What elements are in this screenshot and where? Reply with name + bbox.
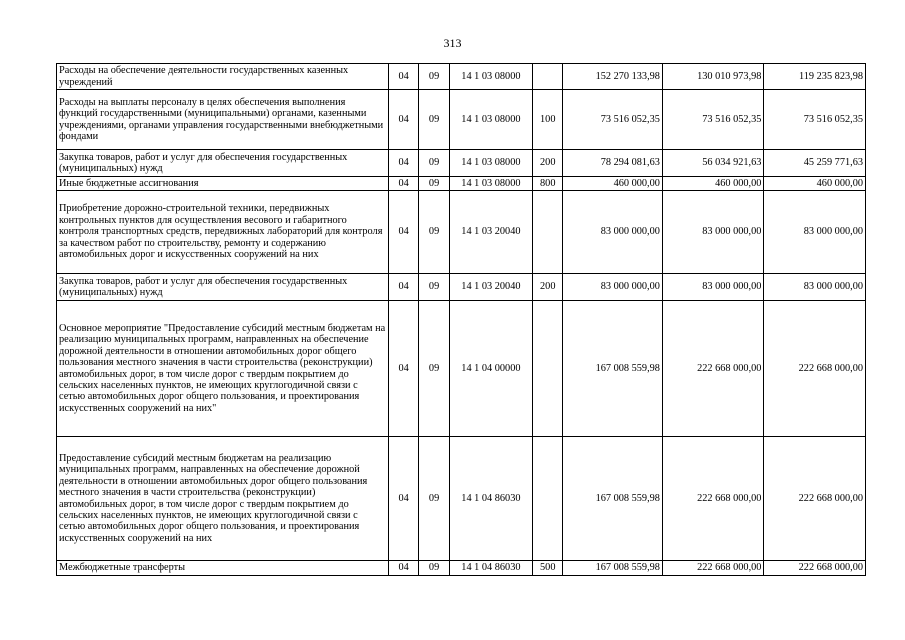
table-row [57,150,866,177]
row-expense-type: 500 [533,561,563,576]
table-row [57,274,866,301]
table-row [57,301,866,437]
row-amount-year3: 119 235 823,98 [764,64,866,90]
row-name: Закупка товаров, работ и услуг для обеспечения государственных (муниципальных) нужд [57,274,389,301]
row-name: Расходы на обеспечение деятельности государственных казенных учреждений [57,64,389,90]
row-target-article: 14 1 04 86030 [449,561,532,576]
row-amount-year3: 222 668 000,00 [764,437,866,561]
row-section: 04 [388,274,418,301]
row-target-article: 14 1 03 08000 [449,150,532,177]
row-amount-year2: 73 516 052,35 [662,90,764,150]
row-name: Закупка товаров, работ и услуг для обеспечения государственных (муниципальных) нужд [57,150,389,177]
table-row [57,64,866,90]
row-subsection: 09 [419,191,449,274]
row-name: Межбюджетные трансферты [57,561,389,576]
row-target-article: 14 1 03 20040 [449,191,532,274]
row-amount-year1: 73 516 052,35 [563,90,662,150]
row-amount-year3: 222 668 000,00 [764,301,866,437]
row-amount-year3: 460 000,00 [764,177,866,191]
row-subsection: 09 [419,561,449,576]
row-subsection: 09 [419,301,449,437]
row-target-article: 14 1 03 08000 [449,64,532,90]
row-expense-type [533,301,563,437]
row-section: 04 [388,150,418,177]
row-section: 04 [388,177,418,191]
row-amount-year1: 78 294 081,63 [563,150,662,177]
row-amount-year1: 167 008 559,98 [563,437,662,561]
row-section: 04 [388,561,418,576]
row-amount-year2: 83 000 000,00 [662,274,764,301]
row-subsection: 09 [419,177,449,191]
table-row [57,561,866,576]
table-row [57,191,866,274]
row-subsection: 09 [419,64,449,90]
row-amount-year3: 45 259 771,63 [764,150,866,177]
row-expense-type: 200 [533,274,563,301]
row-amount-year2: 56 034 921,63 [662,150,764,177]
row-subsection: 09 [419,437,449,561]
row-subsection: 09 [419,150,449,177]
row-expense-type [533,64,563,90]
row-target-article: 14 1 03 08000 [449,177,532,191]
table-row [57,437,866,561]
row-name: Расходы на выплаты персоналу в целях обеспечения выполнения функций государственными (муниципальными) органами, казенными учреждениями, органами управления государственными внебюджетными фондами [57,90,389,150]
row-name: Иные бюджетные ассигнования [57,177,389,191]
budget-table [56,63,866,576]
row-amount-year3: 83 000 000,00 [764,274,866,301]
row-name: Основное мероприятие "Предоставление субсидий местным бюджетам на реализацию муниципальных программ, направленных на обеспечение дорожной деятельности в отношении автомобильных дорог общего пользования местного значения в части строительства (реконструкции) автомобильных дорог, в том числе дорог с твердым покрытием до сельских населенных пунктов, не имеющих круглогодичной связи с сетью автомобильных дорог общего пользования, и проектирования искусственных сооружений на них" [57,301,389,437]
row-target-article: 14 1 04 00000 [449,301,532,437]
row-amount-year2: 222 668 000,00 [662,301,764,437]
row-amount-year1: 167 008 559,98 [563,301,662,437]
row-amount-year2: 83 000 000,00 [662,191,764,274]
row-amount-year3: 83 000 000,00 [764,191,866,274]
row-amount-year2: 460 000,00 [662,177,764,191]
row-name: Приобретение дорожно-строительной техники, передвижных контрольных пунктов для осуществления весового и габаритного контроля транспортных средств, передвижных лабораторий для контроля за качеством работ по строительству, ремонту и содержанию автомобильных дорог и искусственных сооружений на них [57,191,389,274]
row-amount-year2: 222 668 000,00 [662,561,764,576]
row-section: 04 [388,191,418,274]
row-expense-type [533,437,563,561]
row-name: Предоставление субсидий местным бюджетам на реализацию муниципальных программ, направленных на обеспечение дорожной деятельности в отношении автомобильных дорог общего пользования местного значения в части строительства (реконструкции) автомобильных дорог, в том числе дорог с твердым покрытием до сельских населенных пунктов, не имеющих круглогодичной связи с сетью автомобильных дорог общего пользования, и проектирования искусственных сооружений на них [57,437,389,561]
page-number: 313 [443,36,462,50]
row-expense-type: 200 [533,150,563,177]
row-amount-year1: 460 000,00 [563,177,662,191]
row-amount-year1: 167 008 559,98 [563,561,662,576]
row-section: 04 [388,437,418,561]
row-expense-type: 800 [533,177,563,191]
row-amount-year1: 152 270 133,98 [563,64,662,90]
row-amount-year2: 130 010 973,98 [662,64,764,90]
row-expense-type [533,191,563,274]
row-amount-year2: 222 668 000,00 [662,437,764,561]
row-target-article: 14 1 03 08000 [449,90,532,150]
table-row [57,90,866,150]
row-subsection: 09 [419,274,449,301]
row-amount-year3: 222 668 000,00 [764,561,866,576]
row-amount-year1: 83 000 000,00 [563,191,662,274]
row-section: 04 [388,64,418,90]
table-row [57,177,866,191]
row-amount-year1: 83 000 000,00 [563,274,662,301]
row-section: 04 [388,301,418,437]
row-target-article: 14 1 03 20040 [449,274,532,301]
row-amount-year3: 73 516 052,35 [764,90,866,150]
row-target-article: 14 1 04 86030 [449,437,532,561]
row-expense-type: 100 [533,90,563,150]
row-subsection: 09 [419,90,449,150]
row-section: 04 [388,90,418,150]
